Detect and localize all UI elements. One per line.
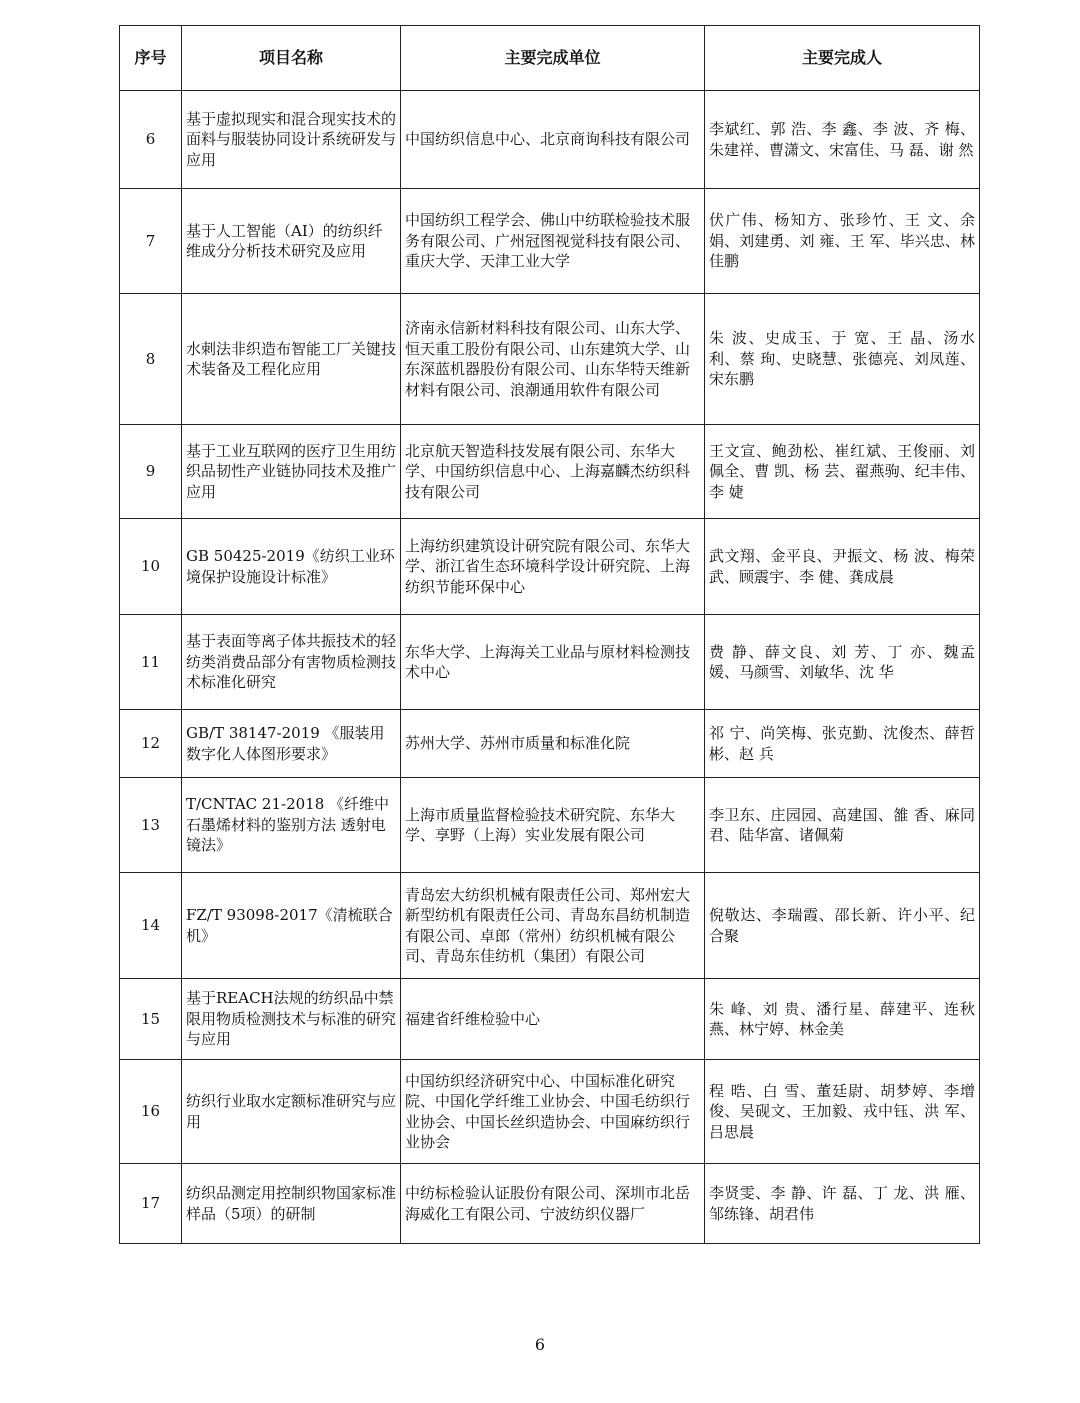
table-row bbox=[120, 778, 980, 873]
table-row bbox=[120, 189, 980, 294]
cell-project-name: 基于REACH法规的纺织品中禁限用物质检测技术与标准的研究与应用 bbox=[182, 979, 401, 1060]
cell-main-people: 伏广伟、杨知方、张珍竹、王 文、余 娟、刘建勇、刘 雍、王 军、毕兴忠、林佳鹏 bbox=[705, 189, 980, 294]
cell-main-people: 朱 峰、刘 贵、潘行星、薛建平、连秋燕、林宁婷、林金美 bbox=[705, 979, 980, 1060]
cell-main-people: 李贤雯、李 静、许 磊、丁 龙、洪 雁、邹练锋、胡君伟 bbox=[705, 1164, 980, 1244]
table-row bbox=[120, 1164, 980, 1244]
cell-project-name: 水刺法非织造布智能工厂关键技术装备及工程化应用 bbox=[182, 294, 401, 425]
cell-main-people: 费 静、薛文良、刘 芳、丁 亦、魏孟媛、马颜雪、刘敏华、沈 华 bbox=[705, 615, 980, 710]
cell-main-units: 中国纺织工程学会、佛山中纺联检验技术服务有限公司、广州冠图视觉科技有限公司、重庆大学、天津工业大学 bbox=[401, 189, 705, 294]
cell-project-name: 基于虚拟现实和混合现实技术的面料与服装协同设计系统研发与应用 bbox=[182, 91, 401, 189]
cell-project-name: 纺织行业取水定额标准研究与应用 bbox=[182, 1060, 401, 1164]
cell-project-name: GB 50425-2019《纺织工业环境保护设施设计标准》 bbox=[182, 519, 401, 615]
table-row bbox=[120, 873, 980, 979]
cell-project-name: 基于人工智能（AI）的纺织纤维成分分析技术研究及应用 bbox=[182, 189, 401, 294]
cell-serial-no: 16 bbox=[120, 1060, 182, 1164]
cell-main-people: 王文宣、鲍劲松、崔红斌、王俊丽、刘佩全、曹 凯、杨 芸、翟燕驹、纪丰伟、李 婕 bbox=[705, 425, 980, 519]
cell-project-name: T/CNTAC 21-2018 《纤维中石墨烯材料的鉴别方法 透射电镜法》 bbox=[182, 778, 401, 873]
cell-project-name: 纺织品测定用控制织物国家标准样品（5项）的研制 bbox=[182, 1164, 401, 1244]
cell-main-people: 祁 宁、尚笑梅、张克勤、沈俊杰、薛哲彬、赵 兵 bbox=[705, 710, 980, 778]
header-main-people: 主要完成人 bbox=[705, 26, 980, 91]
cell-main-units: 中国纺织信息中心、北京商询科技有限公司 bbox=[401, 91, 705, 189]
table-row bbox=[120, 710, 980, 778]
cell-serial-no: 8 bbox=[120, 294, 182, 425]
cell-main-people: 李卫东、庄园园、高建国、雒 香、麻同君、陆华富、诸佩菊 bbox=[705, 778, 980, 873]
page-number: 6 bbox=[534, 1335, 546, 1354]
table-row bbox=[120, 519, 980, 615]
cell-main-units: 中国纺织经济研究中心、中国标准化研究院、中国化学纤维工业协会、中国毛纺织行业协会、中国长丝织造协会、中国麻纺织行业协会 bbox=[401, 1060, 705, 1164]
cell-project-name: 基于表面等离子体共振技术的轻纺类消费品部分有害物质检测技术标准化研究 bbox=[182, 615, 401, 710]
table-row bbox=[120, 425, 980, 519]
cell-main-people: 武文翔、金平良、尹振文、杨 波、梅荣武、顾震宇、李 健、龚成晨 bbox=[705, 519, 980, 615]
cell-main-people: 李斌红、郭 浩、李 鑫、李 波、齐 梅、朱建祥、曹潇文、宋富佳、马 磊、谢 然 bbox=[705, 91, 980, 189]
cell-main-people: 程 晧、白 雪、董廷尉、胡梦婷、李增俊、吴砚文、王加毅、戎中钰、洪 军、吕思晨 bbox=[705, 1060, 980, 1164]
cell-main-units: 东华大学、上海海关工业品与原材料检测技术中心 bbox=[401, 615, 705, 710]
cell-project-name: FZ/T 93098-2017《清梳联合机》 bbox=[182, 873, 401, 979]
cell-main-units: 中纺标检验认证股份有限公司、深圳市北岳海威化工有限公司、宁波纺织仪器厂 bbox=[401, 1164, 705, 1244]
cell-main-units: 北京航天智造科技发展有限公司、东华大学、中国纺织信息中心、上海嘉麟杰纺织科技有限公司 bbox=[401, 425, 705, 519]
cell-project-name: 基于工业互联网的医疗卫生用纺织品韧性产业链协同技术及推广应用 bbox=[182, 425, 401, 519]
awards-table bbox=[119, 25, 980, 1244]
cell-main-units: 上海纺织建筑设计研究院有限公司、东华大学、浙江省生态环境科学设计研究院、上海纺织节能环保中心 bbox=[401, 519, 705, 615]
cell-serial-no: 15 bbox=[120, 979, 182, 1060]
cell-serial-no: 14 bbox=[120, 873, 182, 979]
cell-serial-no: 7 bbox=[120, 189, 182, 294]
cell-serial-no: 12 bbox=[120, 710, 182, 778]
cell-serial-no: 10 bbox=[120, 519, 182, 615]
table-header-row bbox=[120, 26, 980, 91]
cell-serial-no: 11 bbox=[120, 615, 182, 710]
cell-main-people: 倪敬达、李瑞霞、邵长新、许小平、纪合聚 bbox=[705, 873, 980, 979]
cell-serial-no: 6 bbox=[120, 91, 182, 189]
header-main-units: 主要完成单位 bbox=[401, 26, 705, 91]
header-serial-no: 序号 bbox=[120, 26, 182, 91]
cell-serial-no: 9 bbox=[120, 425, 182, 519]
cell-project-name: GB/T 38147-2019 《服装用数字化人体图形要求》 bbox=[182, 710, 401, 778]
cell-serial-no: 13 bbox=[120, 778, 182, 873]
cell-main-units: 苏州大学、苏州市质量和标准化院 bbox=[401, 710, 705, 778]
header-project-name: 项目名称 bbox=[182, 26, 401, 91]
cell-serial-no: 17 bbox=[120, 1164, 182, 1244]
table-row bbox=[120, 91, 980, 189]
cell-main-units: 上海市质量监督检验技术研究院、东华大学、享野（上海）实业发展有限公司 bbox=[401, 778, 705, 873]
table-row bbox=[120, 979, 980, 1060]
cell-main-units: 福建省纤维检验中心 bbox=[401, 979, 705, 1060]
cell-main-people: 朱 波、史成玉、于 宽、王 晶、汤水利、蔡 珣、史晓慧、张德亮、刘凤莲、宋东鹏 bbox=[705, 294, 980, 425]
cell-main-units: 青岛宏大纺织机械有限责任公司、郑州宏大新型纺机有限责任公司、青岛东昌纺机制造有限公司、卓郎（常州）纺织机械有限公司、青岛东佳纺机（集团）有限公司 bbox=[401, 873, 705, 979]
table-row bbox=[120, 615, 980, 710]
table-row bbox=[120, 1060, 980, 1164]
table-row bbox=[120, 294, 980, 425]
cell-main-units: 济南永信新材料科技有限公司、山东大学、恒天重工股份有限公司、山东建筑大学、山东深蓝机器股份有限公司、山东华特天维新材料有限公司、浪潮通用软件有限公司 bbox=[401, 294, 705, 425]
